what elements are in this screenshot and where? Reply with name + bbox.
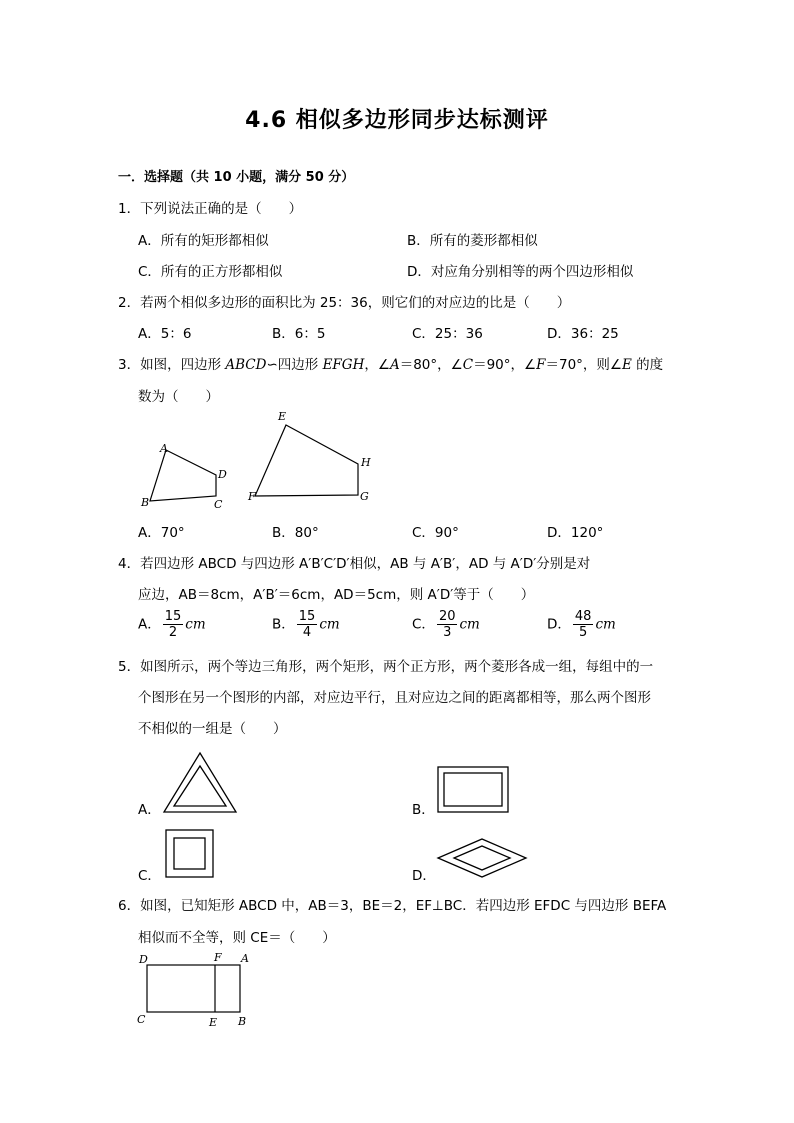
q6-stem-line2: 相似而不全等，则 CE＝（ ） xyxy=(138,930,336,946)
q3-option-c[interactable]: C．90° xyxy=(412,525,459,541)
fraction: $\frac{15}{4}$ xyxy=(298,609,316,640)
q4-stem-line2: 应边，AB＝8cm，A′B′＝6cm，AD＝5cm，则 A′D′等于（ ） xyxy=(138,587,535,603)
page-title: 4.6 相似多边形同步达标测评 xyxy=(245,108,549,133)
label-f: F xyxy=(214,951,222,964)
label-f: F xyxy=(248,490,256,503)
q5-stem-line1: 5．如图所示，两个等边三角形，两个矩形，两个正方形，两个菱形各成一组，每组中的一 xyxy=(118,659,654,675)
q5-stem-line3: 不相似的一组是（ ） xyxy=(138,721,287,737)
quad-abcd xyxy=(150,450,216,501)
label-b: B xyxy=(141,496,150,509)
q3-quadrilateral-figure xyxy=(130,405,390,515)
q5-stem-line2: 个图形在另一个图形的内部，对应边平行，且对应边之间的距离都相等，那么两个图形 xyxy=(138,690,651,706)
label-c: C xyxy=(137,1013,146,1026)
label-a: A xyxy=(241,952,249,965)
rhombus-pair-figure xyxy=(436,837,528,879)
label-a: A xyxy=(160,442,168,455)
section-heading: 一．选择题（共 10 小题，满分 50 分） xyxy=(118,170,355,185)
q3-option-a[interactable]: A．70° xyxy=(138,525,185,541)
q2-option-c[interactable]: C．25：36 xyxy=(412,326,483,342)
q3-stem-line2: 数为（ ） xyxy=(138,389,219,405)
q2-option-d[interactable]: D．36：25 xyxy=(547,326,619,342)
q1-option-b[interactable]: B．所有的菱形都相似 xyxy=(407,233,538,249)
label-d: D xyxy=(218,468,227,481)
q6-rectangle-figure xyxy=(130,948,260,1030)
label-b: B xyxy=(238,1015,247,1028)
q2-option-a[interactable]: A．5：6 xyxy=(138,326,192,342)
q2-option-b[interactable]: B．6：5 xyxy=(272,326,326,342)
fraction: $\frac{20}{3}$ xyxy=(438,609,456,640)
rectangle-abcd xyxy=(147,965,240,1012)
label-d: D xyxy=(139,953,148,966)
q5-option-b[interactable]: B． xyxy=(412,802,435,818)
q3-option-d[interactable]: D．120° xyxy=(547,525,604,541)
square-pair-figure xyxy=(164,828,216,880)
q2-stem: 2．若两个相似多边形的面积比为 25：36，则它们的对应边的比是（ ） xyxy=(118,295,571,311)
q1-option-d[interactable]: D．对应角分别相等的两个四边形相似 xyxy=(407,264,634,280)
q1-option-a[interactable]: A．所有的矩形都相似 xyxy=(138,233,269,249)
q4-option-d[interactable]: D． $\frac{48}{5}$ cm xyxy=(547,609,616,640)
q4-option-c[interactable]: C． $\frac{20}{3}$ cm xyxy=(412,609,480,640)
q5-option-d[interactable]: D． xyxy=(412,868,436,884)
q3-option-b[interactable]: B．80° xyxy=(272,525,319,541)
q4-option-a[interactable]: A． $\frac{15}{2}$ cm xyxy=(138,609,206,640)
q1-option-c[interactable]: C．所有的正方形都相似 xyxy=(138,264,283,280)
label-c: C xyxy=(214,498,223,511)
q4-stem-line1: 4．若四边形 ABCD 与四边形 A′B′C′D′相似，AB 与 A′B′，AD 与 A′D′分别是对 xyxy=(118,556,591,572)
q1-stem: 1．下列说法正确的是（ ） xyxy=(118,201,303,217)
triangle-pair-figure xyxy=(160,750,240,816)
fraction: $\frac{15}{2}$ xyxy=(164,609,182,640)
label-e: E xyxy=(278,410,287,423)
fraction: $\frac{48}{5}$ xyxy=(574,609,592,640)
q5-option-c[interactable]: C． xyxy=(138,868,161,884)
quad-efgh xyxy=(255,425,358,496)
q5-option-a[interactable]: A． xyxy=(138,802,161,818)
rectangle-pair-figure xyxy=(436,765,510,815)
label-e: E xyxy=(209,1016,218,1029)
q4-option-b[interactable]: B． $\frac{15}{4}$ cm xyxy=(272,609,340,640)
q6-stem-line1: 6．如图，已知矩形 ABCD 中，AB＝3，BE＝2，EF⊥BC．若四边形 EFDC 与四边形 BEFA xyxy=(118,898,667,914)
label-h: H xyxy=(361,456,371,469)
q3-stem-line1: 3．如图，四边形 ABCD∽四边形 EFGH，∠A＝80°，∠C＝90°，∠F＝70°，则∠E 的度 xyxy=(118,357,664,373)
label-g: G xyxy=(360,490,369,503)
